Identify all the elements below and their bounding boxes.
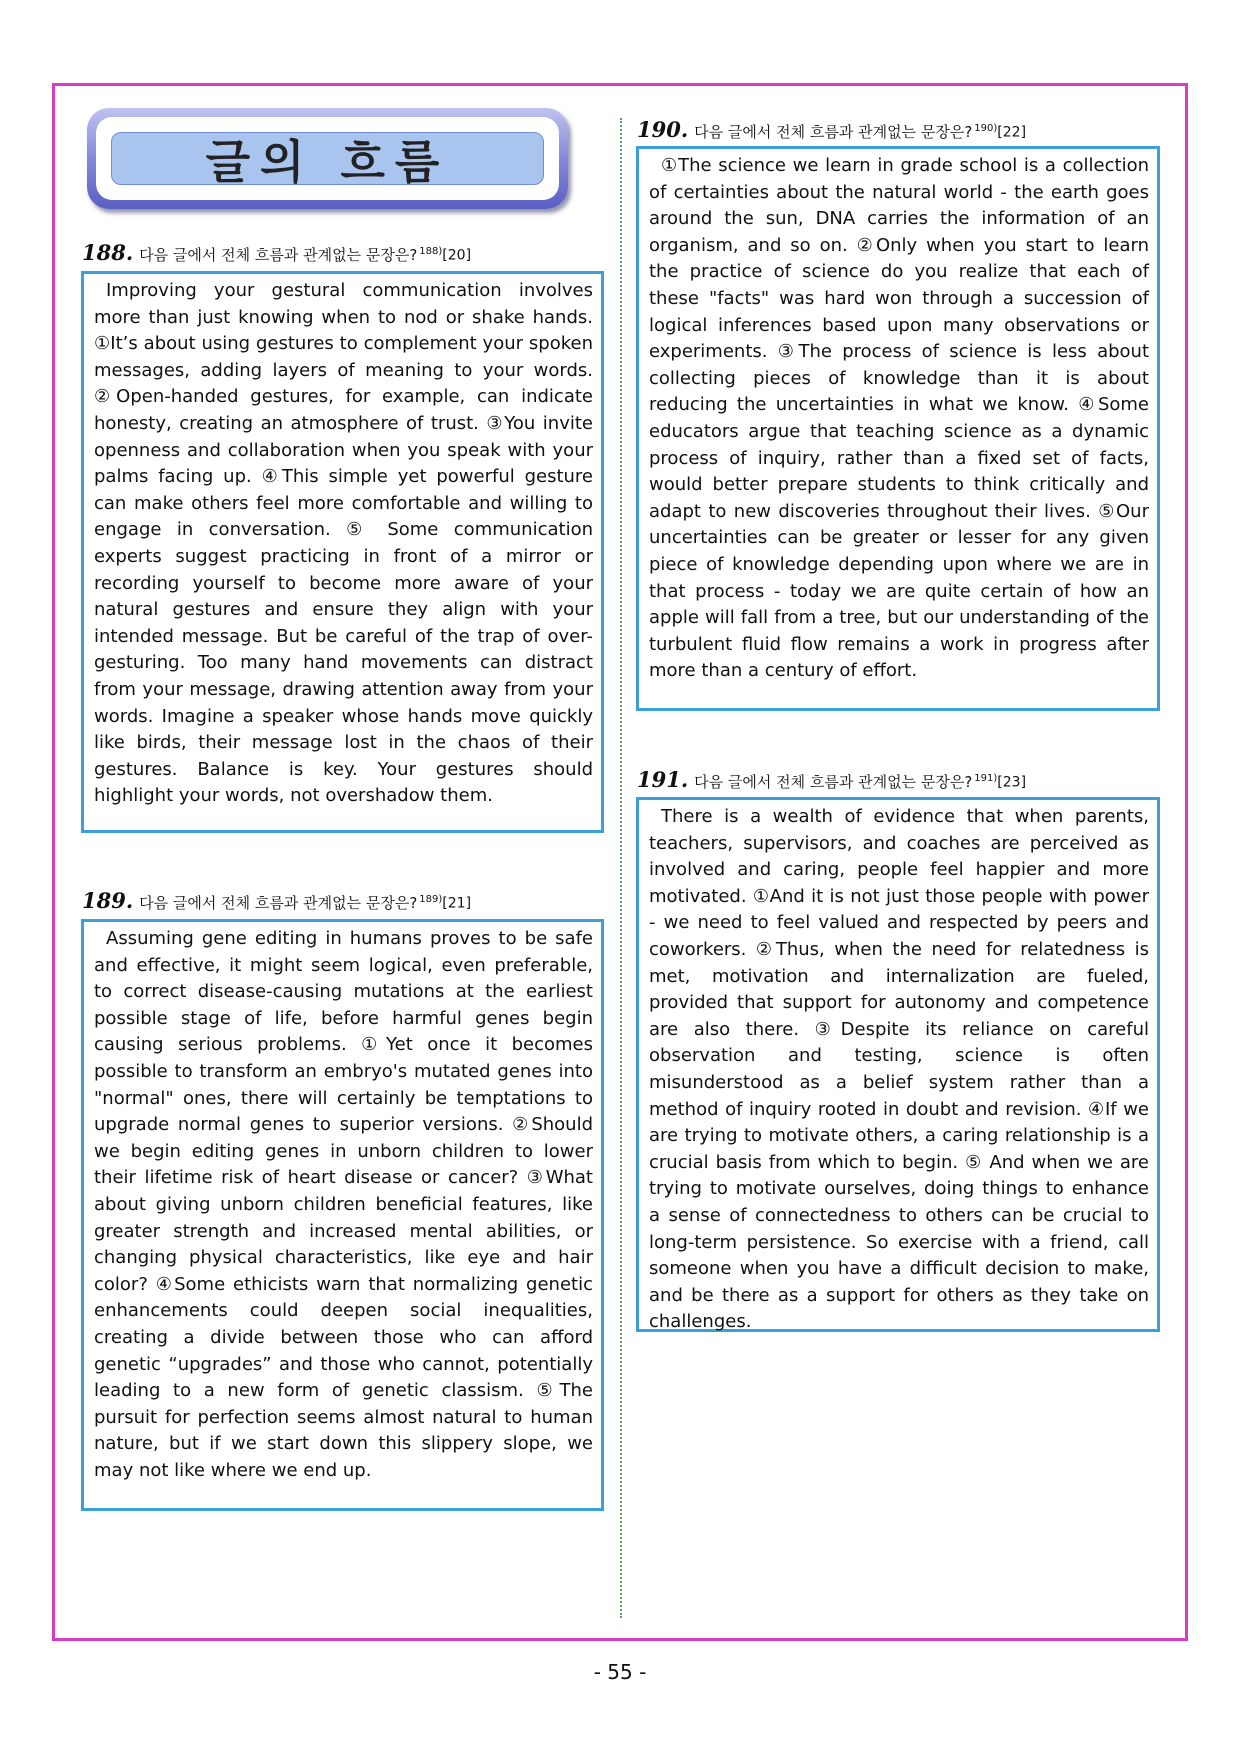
passage-text: There is a wealth of evidence that when parents, teachers, supervisors, and coaches are perceived as involved and caring, people feel happier and more motivated. ①And it is not just those people with power - we need to feel valued and respected by peers and coworkers. ②Thus, when the need for relatedness is met, motivation and internalization are fueled, provided that support for autonomy and competence are also there. ③Despite its reliance on careful observation and testing, science is often misunderstood as a belief system rather than a method of inquiry rooted in doubt and revision. ④If we are trying to motivate others, a caring relationship is a crucial basis from which to begin. ⑤ And when we are trying to motivate ourselves, doing things to enhance a sense of connectedness to others can be crucial to long-term persistence. So exercise with a friend, call someone when you have a difficult decision to make, and be there as a support for others as they take on challenges. (649, 806, 1149, 1333)
page-number: - 55 - (593, 1660, 647, 1684)
question-189-passage-box (81, 919, 604, 1511)
question-ref-code: [23] (997, 775, 1027, 791)
question-prompt: 다음 글에서 전체 흐름과 관계없는 문장은? (139, 246, 418, 264)
question-reference (419, 246, 471, 264)
question-191-heading (637, 767, 1026, 792)
question-ref-superscript: 191) (974, 773, 998, 785)
column-divider (620, 118, 622, 1618)
question-number: 190. (637, 117, 689, 142)
question-prompt: 다음 글에서 전체 흐름과 관계없는 문장은? (694, 123, 973, 141)
question-188-passage-box (81, 271, 604, 833)
passage-text: Improving your gestural communication involves more than just knowing when to nod or shake hands. ①It’s about using gestures to complement your spoken messages, adding layers of meaning to your words. ②Open-handed gestures, for example, can indicate honesty, creating an atmosphere of trust. ③You invite openness and collaboration when you speak with your palms facing up. ④This simple yet powerful gesture can make others feel more comfortable and willing to engage in conversation. ⑤ Some communication experts suggest practicing in front of a mirror or recording yourself to become more aware of your natural gestures and ensure they align with your intended message. But be careful of the trap of over-gesturing. Too many hand movements can distract from your message, drawing attention away from your words. Imagine a speaker whose hands move quickly like birds, their message lost in the chaos of their gestures. Balance is key. Your gestures should highlight your words, not overshadow them. (94, 280, 593, 807)
question-ref-superscript: 189) (419, 894, 443, 906)
question-191-passage-box (636, 797, 1160, 1332)
question-190-passage-box (636, 146, 1160, 711)
question-number: 189. (82, 888, 134, 913)
banner-inner (111, 132, 544, 189)
banner-white-ring (96, 117, 559, 200)
question-reference (419, 894, 471, 912)
question-ref-code: [22] (997, 125, 1027, 141)
question-189-heading (82, 888, 471, 913)
question-number: 191. (637, 767, 689, 792)
passage-text: Assuming gene editing in humans proves to be safe and effective, it might seem logical, even preferable, to correct disease-causing mutations at the earliest possible stage of life, before harmful genes begin causing serious problems. ①Yet once it becomes possible to transform an embryo's mutated genes into "normal" ones, there will certainly be temptations to upgrade normal genes to superior versions. ②Should we begin editing genes in unborn children to lower their lifetime risk of heart disease or cancer? ③What about giving unborn children beneficial features, like greater strength and increased mental abilities, or changing physical characteristics, like eye and hair color? ④Some ethicists warn that normalizing genetic enhancements could deepen social inequalities, creating a divide between those who can afford genetic “upgrades” and those who cannot, potentially leading to a new form of genetic classism. ⑤The pursuit for perfection seems almost natural to human nature, but if we start down this slippery slope, we may not like where we end up. (94, 928, 593, 1481)
section-title-banner (87, 108, 568, 209)
question-number: 188. (82, 240, 134, 265)
question-prompt: 다음 글에서 전체 흐름과 관계없는 문장은? (694, 773, 973, 791)
question-188-heading (82, 240, 471, 265)
question-prompt: 다음 글에서 전체 흐름과 관계없는 문장은? (139, 894, 418, 912)
question-ref-superscript: 188) (419, 246, 443, 258)
question-reference (974, 123, 1026, 141)
question-ref-superscript: 190) (974, 123, 998, 135)
question-ref-code: [21] (442, 896, 472, 912)
question-190-heading (637, 117, 1026, 142)
question-reference (974, 773, 1026, 791)
question-ref-code: [20] (442, 248, 472, 264)
passage-text: ①The science we learn in grade school is a collection of certainties about the natural world - the earth goes around the sun, DNA carries the information of an organism, and so on. ②Only when you start to learn the practice of science do you realize that each of these "facts" was hard won through a succession of logical inferences based upon many observations or experiments. ③The process of science is less about collecting pieces of knowledge than it is about reducing the uncertainties in what we know. ④Some educators argue that teaching science as a dynamic process of inquiry, rather than a fixed set of facts, would better prepare students to think critically and adapt to new discoveries throughout their lives. ⑤Our uncertainties can be greater or lesser for any given piece of knowledge depending upon where we are in that process - today we are quite certain of how an apple will fall from a tree, but our understanding of the turbulent fluid flow remains a work in progress after more than a century of effort. (649, 155, 1149, 682)
section-title: 글의 흐름 (205, 134, 450, 189)
